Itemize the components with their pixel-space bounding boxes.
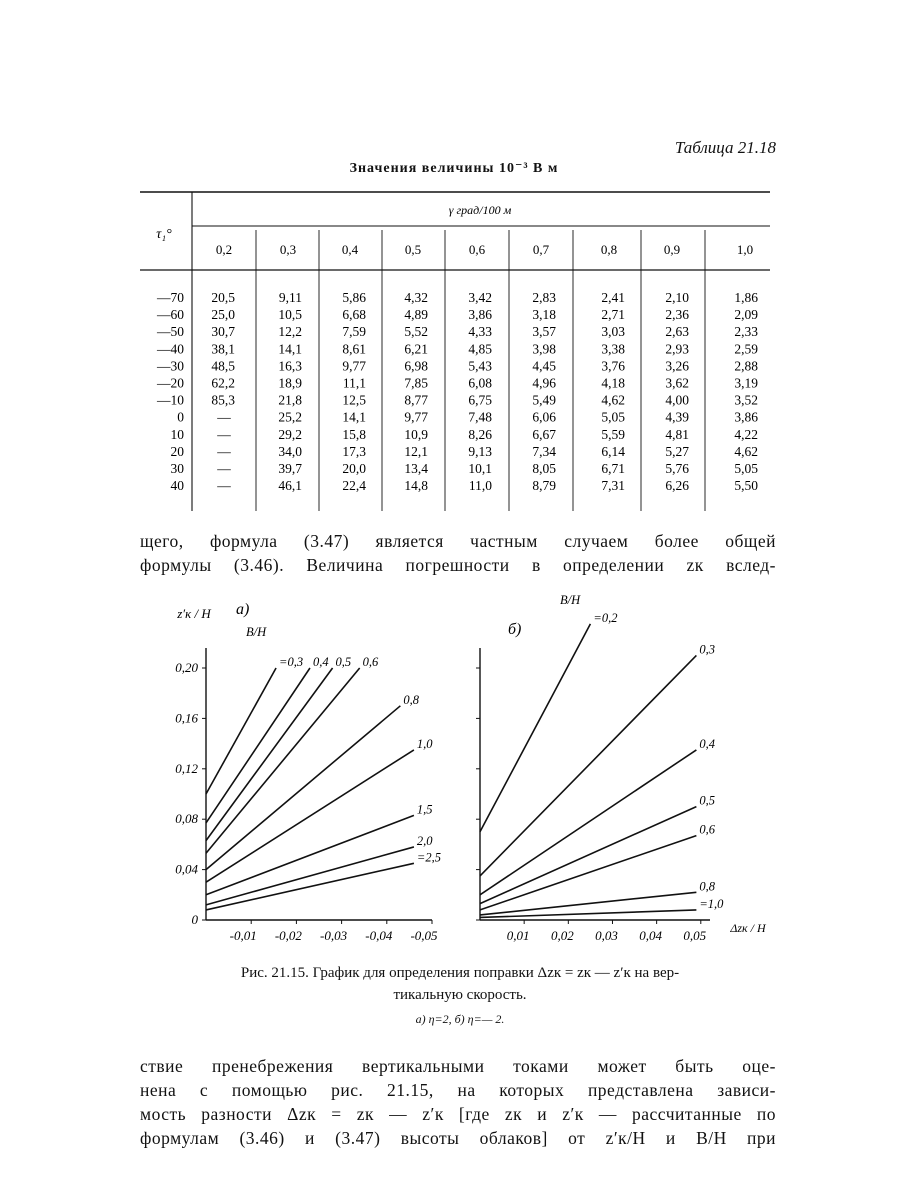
table-cell: 25,2 <box>278 409 302 425</box>
table-cell: 2,88 <box>734 358 758 374</box>
table-cell: 2,41 <box>601 290 625 305</box>
table-cell: 2,83 <box>532 290 556 305</box>
table-cell: 3,03 <box>601 324 625 340</box>
table-cell: 3,98 <box>532 341 556 357</box>
table-cell: 3,52 <box>734 392 758 408</box>
paragraph-line: формулы (3.46). Величина погрешности в определении zк вслед- <box>140 555 776 575</box>
table-title: Значения величины 10⁻³ B м <box>349 161 559 176</box>
paragraph-line: нена с помощью рис. 21.15, на которых представлена зависи- <box>140 1080 776 1100</box>
panel-a-series-label: 1,5 <box>416 802 433 817</box>
table-cell: 46,1 <box>278 478 302 494</box>
x-tick-label: 0,01 <box>506 928 530 943</box>
table-cell: 62,2 <box>211 375 235 391</box>
table-cell: 6,67 <box>532 426 556 442</box>
x-tick-label: -0,01 <box>229 928 257 943</box>
panel-a-series-label: 2,0 <box>416 833 433 848</box>
column-header: 0,8 <box>600 242 618 257</box>
figure-subcaption: а) η=2, б) η=— 2. <box>415 1012 505 1026</box>
column-header: 0,5 <box>404 242 422 257</box>
panel-b-series-label: =0,2 <box>593 610 618 625</box>
table-cell: 1,86 <box>734 290 758 305</box>
row-label: 20 <box>170 443 184 459</box>
y-tick-label: 0 <box>191 912 198 927</box>
column-header: 0,2 <box>215 242 233 257</box>
panel-label-a: а) <box>236 601 250 618</box>
panel-a-series-line <box>206 668 276 794</box>
table-cell: 34,0 <box>278 443 302 459</box>
y-axis-label: z′к / H <box>177 606 211 621</box>
panel-a-series-label: 1,0 <box>416 736 433 751</box>
table-cell: 4,33 <box>468 324 492 340</box>
table-cell: 8,61 <box>342 341 366 357</box>
table-cell: 12,2 <box>278 324 302 340</box>
table-cell: — <box>217 426 231 442</box>
table-cell: 5,86 <box>342 290 366 305</box>
panel-b-series-label: 0,3 <box>699 642 716 657</box>
table-cell: 12,1 <box>404 443 428 459</box>
table-cell: 3,18 <box>532 307 556 323</box>
paragraph-line: формулам (3.46) и (3.47) высоты облаков] от z′к/H и B/H при <box>140 1128 776 1148</box>
table-cell: 8,77 <box>404 392 428 408</box>
table-cell: 85,3 <box>211 392 235 408</box>
table-cell: 2,59 <box>734 341 758 357</box>
panel-a-series-label: =0,3 <box>279 655 304 669</box>
row-label: —70 <box>157 290 184 305</box>
table-cell: 7,31 <box>601 478 625 494</box>
row-label: —60 <box>157 307 184 323</box>
table-label: Таблица 21.18 <box>674 138 776 157</box>
table-cell: 2,33 <box>734 324 758 340</box>
table-cell: 7,59 <box>342 324 366 340</box>
table-cell: 4,45 <box>532 358 556 374</box>
table-cell: 3,62 <box>665 375 689 391</box>
table-cell: 7,34 <box>532 443 556 459</box>
column-header: 1,0 <box>736 242 754 257</box>
table-cell: 39,7 <box>278 461 302 476</box>
row-label: 0 <box>177 409 184 425</box>
table-cell: 22,4 <box>342 478 366 494</box>
paragraph-line: щего, формула (3.47) является частным случаем более общей <box>140 531 776 551</box>
table-cell: 3,86 <box>468 307 492 323</box>
table-cell: 4,96 <box>532 375 556 391</box>
table-cell: 7,48 <box>468 409 492 425</box>
panel-a-series-line <box>206 668 360 853</box>
figure-caption <box>150 962 770 1006</box>
table-cell: 6,68 <box>342 307 366 323</box>
table-cell: 16,3 <box>278 358 302 374</box>
table-cell: 7,85 <box>404 375 428 391</box>
table-cell: 4,22 <box>734 426 758 442</box>
table-cell: 11,0 <box>468 478 492 494</box>
legend-prefix: B/H <box>246 625 267 639</box>
table-cell: 2,63 <box>665 324 689 340</box>
figure-21-15 <box>150 592 770 954</box>
table-cell: 5,59 <box>601 426 625 442</box>
table-cell: 12,5 <box>342 392 366 408</box>
row-label: —50 <box>157 324 184 340</box>
table-cell: 2,71 <box>601 307 625 323</box>
panel-b-series-label: 0,6 <box>699 822 716 837</box>
table-cell: 3,57 <box>532 324 556 340</box>
row-header: τ₁° <box>156 227 172 242</box>
panel-b-series-label: 0,5 <box>699 793 716 808</box>
table-cell: 4,62 <box>601 392 625 408</box>
table-cell: — <box>217 461 231 476</box>
table-cell: 14,1 <box>342 409 366 425</box>
table-cell: 2,10 <box>665 290 689 305</box>
table-cell: — <box>217 409 231 425</box>
x-tick-label: 0,05 <box>683 928 707 943</box>
table-cell: 48,5 <box>211 358 235 374</box>
row-label: —20 <box>157 375 184 391</box>
table-cell: 9,11 <box>278 290 302 305</box>
panel-a-series-label: 0,4 <box>312 655 329 669</box>
x-tick-label: -0,03 <box>320 928 348 943</box>
table-cell: 4,18 <box>601 375 625 391</box>
table-cell: 29,2 <box>278 426 302 442</box>
column-header: 0,9 <box>663 242 681 257</box>
panel-a-series-label: 0,6 <box>362 655 379 669</box>
x-tick-label: -0,04 <box>365 928 393 943</box>
table-cell: 25,0 <box>211 307 235 323</box>
table-cell: 4,39 <box>665 409 689 425</box>
row-label: —30 <box>157 358 184 374</box>
table-cell: 10,5 <box>278 307 302 323</box>
table-cell: 14,1 <box>278 341 302 357</box>
table-cell: 5,27 <box>665 443 689 459</box>
panel-label-b: б) <box>508 621 522 638</box>
panel-b-series-label: 0,4 <box>699 736 716 751</box>
table-cell: 21,8 <box>278 392 302 408</box>
table-cell: 8,26 <box>468 426 492 442</box>
y-tick-label: 0,08 <box>175 811 198 827</box>
x-tick-label: 0,04 <box>639 928 663 943</box>
table-cell: 2,93 <box>665 341 689 357</box>
table-cell: 20,0 <box>342 461 366 476</box>
row-label: 10 <box>170 426 184 442</box>
table-cell: 17,3 <box>342 443 366 459</box>
table-cell: 5,50 <box>734 478 758 494</box>
table-cell: 6,98 <box>404 358 428 374</box>
panel-a-series-line <box>206 668 333 841</box>
table-cell: 5,49 <box>532 392 556 408</box>
table-cell: 2,36 <box>665 307 689 323</box>
panel-a-series-label: 0,5 <box>335 655 352 669</box>
table-cell: 6,26 <box>665 478 689 494</box>
table-cell: 6,71 <box>601 461 625 476</box>
column-header: 0,4 <box>341 242 359 257</box>
row-label: 40 <box>170 478 184 494</box>
data-table <box>140 186 770 516</box>
table-cell: 6,75 <box>468 392 492 408</box>
table-cell: 3,42 <box>468 290 492 305</box>
panel-b-series-line <box>480 624 590 832</box>
table-cell: 9,77 <box>342 358 366 374</box>
table-cell: 5,76 <box>665 461 689 476</box>
table-cell: 3,19 <box>734 375 758 391</box>
table-cell: 5,05 <box>734 461 758 476</box>
table-cell: 4,85 <box>468 341 492 357</box>
table-cell: 38,1 <box>211 341 235 357</box>
y-tick-label: 0,04 <box>175 861 198 877</box>
table-cell: — <box>217 443 231 459</box>
table-cell: 5,52 <box>404 324 428 340</box>
table-cell: 4,89 <box>404 307 428 323</box>
table-cell: 4,81 <box>665 426 689 442</box>
table-cell: 3,76 <box>601 358 625 374</box>
column-header: 0,7 <box>532 242 550 257</box>
column-group-header: γ град/100 м <box>448 203 512 217</box>
table-cell: 9,13 <box>468 443 492 459</box>
table-cell: 5,43 <box>468 358 492 374</box>
table-cell: 30,7 <box>211 324 235 340</box>
x-tick-label: -0,02 <box>274 928 302 943</box>
table-cell: 15,8 <box>342 426 366 442</box>
row-label: —40 <box>157 341 184 357</box>
caption-line: Рис. 21.15. График для определения поправки Δzк = zк — z′к на вер- <box>240 965 680 981</box>
column-header: 0,3 <box>279 242 297 257</box>
table-cell: 9,77 <box>404 409 428 425</box>
y-tick-label: 0,12 <box>175 760 198 776</box>
table-cell: 13,4 <box>404 461 428 476</box>
table-cell: 6,06 <box>532 409 556 425</box>
caption-line: тикальную скорость. <box>393 987 527 1003</box>
column-header: 0,6 <box>468 242 486 257</box>
panel-b-series-line <box>480 655 696 876</box>
table-cell: 4,62 <box>734 443 758 459</box>
panel-a-series-label: 0,8 <box>403 692 419 707</box>
paragraph-line: ствие пренебрежения вертикальными токами может быть оце- <box>140 1056 776 1076</box>
table-cell: 10,1 <box>468 461 492 476</box>
panel-b-series-line <box>480 807 696 904</box>
table-cell: — <box>217 478 231 494</box>
panel-a-series-line <box>206 706 400 870</box>
table-cell: 10,9 <box>404 426 428 442</box>
table-cell: 4,00 <box>665 392 689 408</box>
x-tick-label: -0,05 <box>410 928 438 943</box>
row-label: —10 <box>157 392 184 408</box>
x-axis-label: Δzк / H <box>730 921 766 935</box>
table-cell: 8,79 <box>532 478 556 494</box>
paragraph-2 <box>140 1054 776 1150</box>
table-cell: 20,5 <box>211 290 235 305</box>
row-label: 30 <box>170 461 184 476</box>
table-cell: 6,21 <box>404 341 428 357</box>
table-cell: 6,08 <box>468 375 492 391</box>
table-cell: 4,32 <box>404 290 428 305</box>
legend-prefix: B/H <box>560 593 581 607</box>
table-cell: 3,26 <box>665 358 689 374</box>
table-cell: 3,86 <box>734 409 758 425</box>
panel-a-series-line <box>206 863 414 910</box>
table-cell: 5,05 <box>601 409 625 425</box>
table-cell: 3,38 <box>601 341 625 357</box>
panel-b-series-label: 0,8 <box>699 879 716 894</box>
y-tick-label: 0,20 <box>175 660 198 675</box>
panel-b-series-label: =1,0 <box>699 896 724 911</box>
paragraph-1 <box>140 529 776 577</box>
panel-a-series-label: =2,5 <box>416 850 441 865</box>
table-cell: 18,9 <box>278 375 302 391</box>
table-cell: 6,14 <box>601 443 625 459</box>
x-tick-label: 0,03 <box>595 928 618 943</box>
table-cell: 8,05 <box>532 461 556 476</box>
table-cell: 11,1 <box>342 375 366 391</box>
x-tick-label: 0,02 <box>550 928 574 943</box>
y-tick-label: 0,16 <box>175 710 198 726</box>
paragraph-line: мость разности Δzк = zк — z′к [где zк и z′к — рассчитанные по <box>140 1104 776 1124</box>
table-cell: 2,09 <box>734 307 758 323</box>
table-cell: 14,8 <box>404 478 428 494</box>
